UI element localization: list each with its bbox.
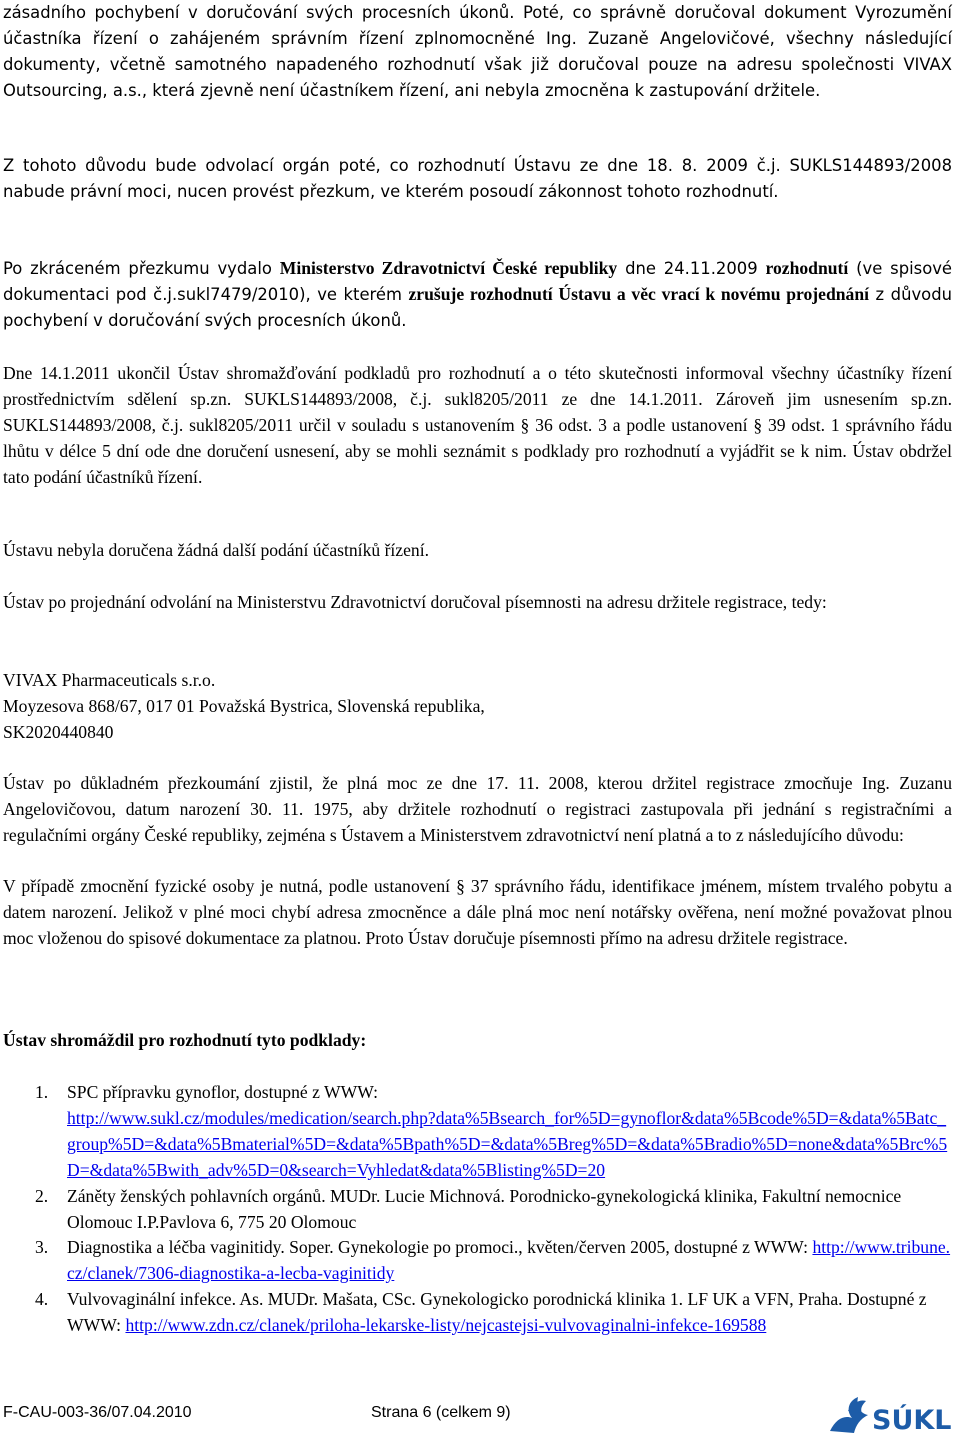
tribune-link[interactable]: http://www.tribune.cz/clanek/7306-diagnostika-a-lecba-vaginitidy [67,1237,951,1284]
list-item-number: 2. [35,1185,49,1206]
section-heading: Ústav shromáždil pro rozhodnutí tyto podklady: [3,1030,367,1050]
paragraph-3 [3,256,952,334]
p3-text-a: Po zkráceném přezkumu vydalo [3,259,280,278]
paragraph-1: zásadního pochybení v doručování svých procesních úkonů. Poté, co správně doručoval dokument Vyrozumění účastníka řízení o zahájeném správním řízení zplnomocněné Ing. Zuzaně Angelovičové, všechny následující dokumenty, včetně samotného napadeného rozhodnutí však již doručoval pouze na adresu společnosti VIVAX Outsourcing, a.s., která zjevně není účastníkem řízení, ani nebyla zmocněna k zastupování držitele. [3,3,952,100]
list-item-text: Záněty ženských pohlavních orgánů. MUDr. Lucie Michnová. Porodnicko-gynekologická klinika, Fakultní nemocnice Olomouc I.P.Pavlova 6, 775 20 Olomouc [67,1185,902,1232]
list-item [0,1235,952,1287]
list-item-number: 1. [35,1082,49,1102]
sukl-logo-text: SÚKL [872,1405,952,1436]
sukl-logo [826,1385,958,1437]
sources-list [0,1080,952,1339]
p3-decision: rozhodnutí [765,258,849,278]
holder-address [3,668,952,746]
p3-cancels: zrušuje rozhodnutí Ústavu a věc vrací k novému projednání [408,283,870,304]
p3-text-g: z důvodu pochybení v doručování svých procesních úkonů. [3,284,952,330]
zdn-link[interactable]: http://www.zdn.cz/clanek/priloha-lekarske-listy/nejcastejsi-vulvovaginalni-infekce-169588 [125,1315,767,1336]
p3-text-e: (ve spisové dokumentaci pod č.j.sukl7479/2010), ve kterém [3,259,953,304]
sukl-logo-mark-icon [830,1397,868,1433]
paragraph-5: Ústavu nebyla doručena žádná další podání účastníků řízení. [3,540,430,560]
list-item-text: Diagnostika a léčba vaginitidy. Soper. Gynekologie po promoci., květen/červen 2005, dostupné z WWW: [67,1237,809,1258]
list-item-text: Vulvovaginální infekce. As. MUDr. Mašata, CSc. Gynekologicko porodnická klinika 1. LF UK a VFN, Praha. Dostupné z WWW: [67,1289,927,1336]
paragraph-8: V případě zmocnění fyzické osoby je nutná, podle ustanovení § 37 správního řádu, identifikace jménem, místem trvalého pobytu a datem narození. Jelikož v plné moci chybí adresa zmocněnce a dále plná moc není notářsky ověřena, není možné považovat plnou moc vloženou do spisové dokumentace za platnou. Proto Ústav doručuje písemnosti přímo na adresu držitele registrace. [3,876,952,948]
p3-ministry: Ministerstvo Zdravotnictví České republiky [279,258,618,278]
list-item-number: 3. [35,1237,49,1258]
paragraph-7: Ústav po důkladném přezkoumání zjistil, že plná moc ze dne 17. 11. 2008, kterou držitel registrace zmocňuje Ing. Zuzanu Angelovičovou, datum narození 30. 11. 1975, aby držitele rozhodnutí o registraci zastupovala při jednání s registračními a regulačními orgány České republiky, zejména s Ústavem a Ministerstvem zdravotnictví není platná a to z následujícího důvodu: [3,773,952,845]
footer-page-number: Strana 6 (celkem 9) [371,1404,511,1421]
address-line-2: Moyzesova 868/67, 017 01 Považská Bystrica, Slovenská republika, [3,695,485,716]
list-item [0,1287,952,1339]
paragraph-2: Z tohoto důvodu bude odvolací orgán poté, co rozhodnutí Ústavu ze dne 18. 8. 2009 č.j. SUKLS144893/2008 nabude právní moci, nucen provést přezkum, ve kterém posoudí zákonnost tohoto rozhodnutí. [3,156,952,201]
address-line-1: VIVAX Pharmaceuticals s.r.o. [3,670,216,690]
address-line-3: SK2020440840 [3,721,114,742]
footer-document-code: F-CAU-003-36/07.04.2010 [3,1404,192,1421]
sukl-spc-link[interactable]: http://www.sukl.cz/modules/medication/search.php?data%5Bsearch_for%5D=gynoflor&data%5Bcode%5D=&data%5Batc_group%5D=&data%5Bmaterial%5D=&data%5Bpath%5D=&data%5Breg%5D=&data%5Bradio%5D=none&data%5Brc%5D=&data%5Bwith_adv%5D=0&search=Vyhledat&data%5Blisting%5D=20 [67,1107,948,1180]
paragraph-4: Dne 14.1.2011 ukončil Ústav shromažďování podkladů pro rozhodnutí a o této skutečnosti informoval všechny účastníky řízení prostřednictvím sdělení sp.zn. SUKLS144893/2008, č.j. sukl8205/2011 ze dne 14.1.2011. Zároveň jim usnesením sp.zn. SUKLS144893/2008, č.j. sukl8205/2011 určil v souladu s ustanovením § 36 odst. 3 a podle ustanovení § 39 odst. 1 správního řádu lhůtu v délce 5 dní ode dne doručení usnesení, aby se mohli seznámit s podklady pro rozhodnutí a vyjádřit se k nim. Ústav obdržel tato podání účastníků řízení. [3,363,952,487]
list-item [0,1184,952,1236]
p3-text-c: dne 24.11.2009 [617,259,766,278]
list-item-number: 4. [35,1289,49,1310]
paragraph-6: Ústav po projednání odvolání na Ministerstvu Zdravotnictví doručoval písemnosti na adresu držitele registrace, tedy: [3,592,827,612]
list-item-text: SPC přípravku gynoflor, dostupné z WWW: [67,1082,379,1102]
list-item [0,1080,952,1184]
